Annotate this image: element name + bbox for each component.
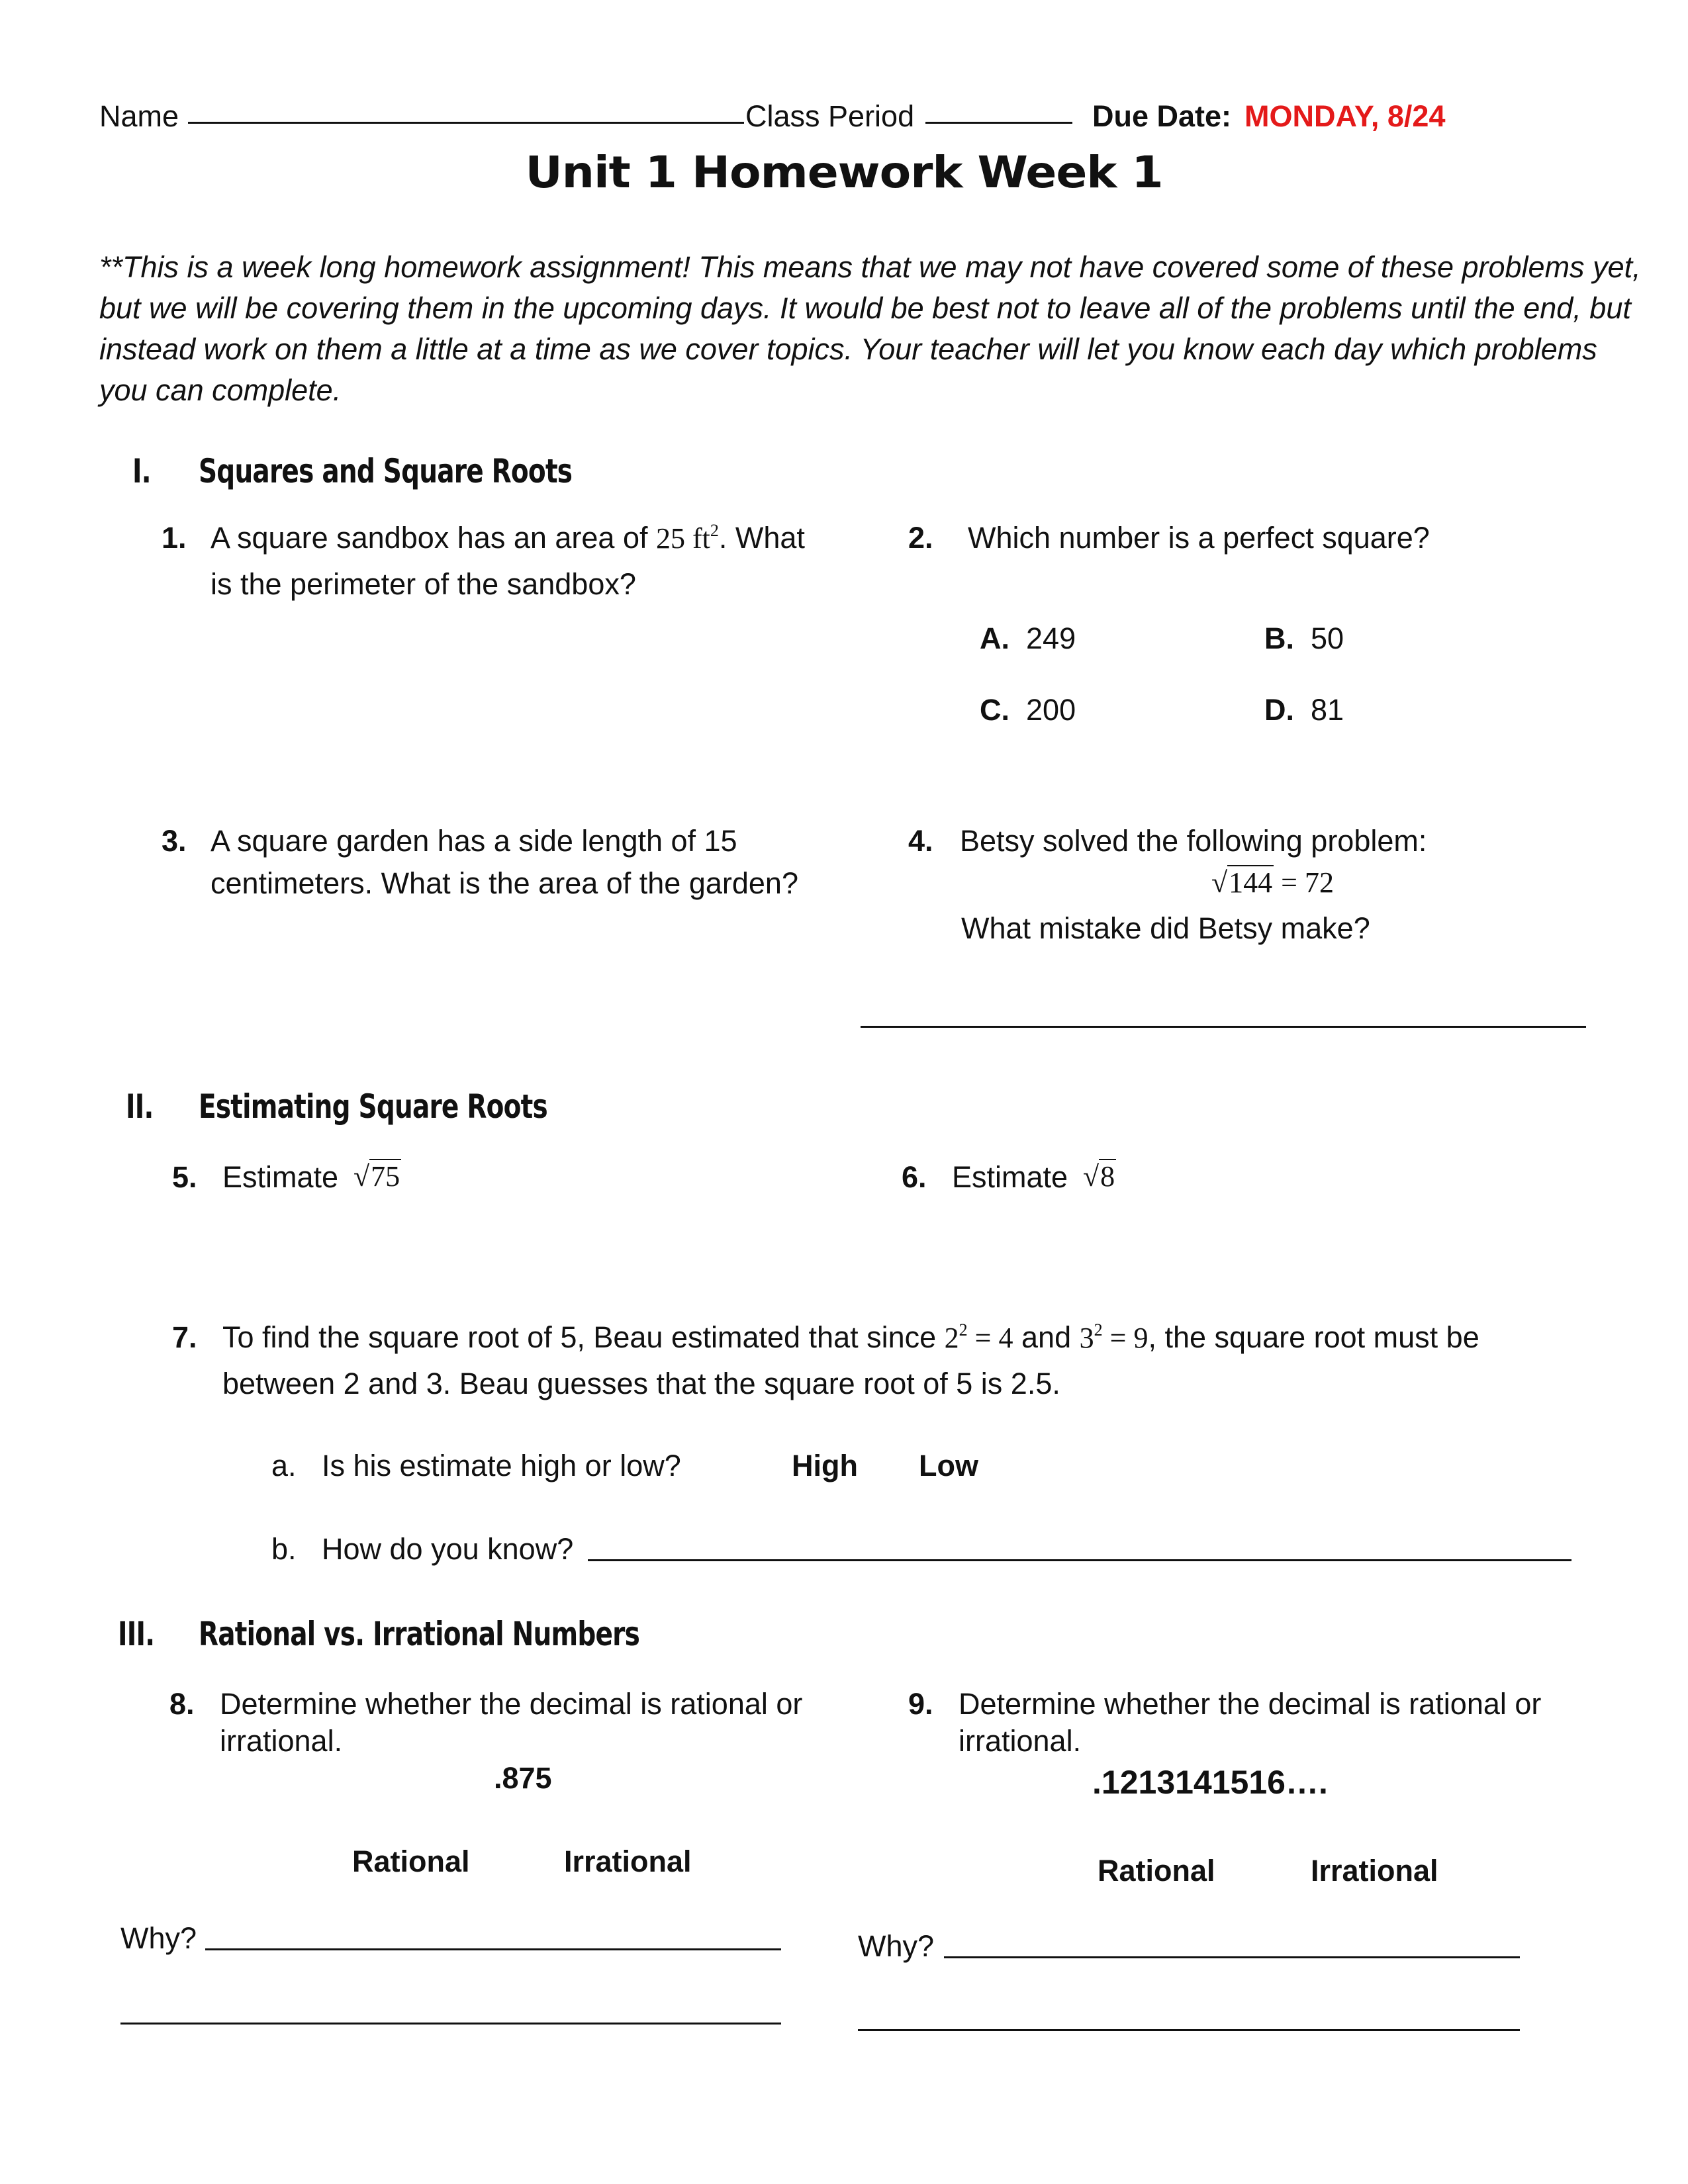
name-label: Name [99,99,179,133]
q2-choice-d[interactable]: D. 81 [1264,693,1344,727]
q3-question: A square garden has a side length of 15 [211,824,737,858]
q8-rational-option[interactable]: Rational [352,1844,470,1878]
intro-paragraph: **This is a week long homework assignment! This means that we may not have covered some of these problems yet, but we will be covering them in the upcoming days. It would be best not to leave all of the problems until the end, but instead work on them a little at a time as we cover topics. Your teacher will let you know each day which problems you can complete. [99,250,1641,407]
q8-irrational-option[interactable]: Irrational [564,1844,692,1878]
q7-question: To find the square root of 5, Beau estimated that since $2^2 = 4$ and $3^2 = 9$, the square root must be [222,1320,1479,1354]
q4-answer-line[interactable] [861,1026,1586,1028]
q6-number: 6. [902,1160,927,1194]
q9-why-line-1[interactable] [944,1956,1520,1958]
q7a-high-option[interactable]: High [792,1449,858,1482]
q5-text: Estimate [222,1160,339,1194]
section-numeral-1: I. [132,452,151,490]
q7b-question: How do you know? [322,1532,574,1566]
q9-why-label: Why? [858,1929,935,1963]
q1-number: 1. [162,521,187,555]
due-date-label: Due Date: [1092,99,1232,133]
q9-number: 9. [908,1687,933,1721]
q4-number: 4. [908,824,933,858]
section-numeral-3: III. [118,1615,155,1653]
q9-question: Determine whether the decimal is rational or [959,1687,1542,1721]
q7a-label: a. [271,1449,297,1482]
q2-choice-c[interactable]: C. 200 [980,693,1076,727]
section-title-1: Squares and Square Roots [199,452,573,490]
q2-choice-a[interactable]: A. 249 [980,621,1076,655]
q4-equation: √144 = 72 [1211,866,1334,899]
page-title: Unit 1 Homework Week 1 [525,147,1163,198]
q8-question: Determine whether the decimal is rational or [220,1687,803,1721]
section-title-2: Estimating Square Roots [199,1087,547,1126]
q1-question-line2: is the perimeter of the sandbox? [211,567,636,601]
q8-number: 8. [169,1687,195,1721]
q4-question: Betsy solved the following problem: [960,824,1427,858]
q8-question-line2: irrational. [220,1724,343,1758]
q9-irrational-option[interactable]: Irrational [1311,1854,1438,1888]
q8-why-line-1[interactable] [205,1948,781,1950]
q3-number: 3. [162,824,187,858]
q9-question-line2: irrational. [959,1724,1082,1758]
q6-radical: √8 [1083,1160,1115,1193]
section-title-3: Rational vs. Irrational Numbers [199,1615,640,1653]
q7b-label: b. [271,1532,297,1566]
q5-number: 5. [172,1160,197,1194]
q7-number: 7. [172,1320,197,1354]
q7a-question: Is his estimate high or low? [322,1449,681,1482]
q8-decimal: .875 [494,1761,552,1795]
q7a-low-option[interactable]: Low [919,1449,978,1482]
q4-question-line2: What mistake did Betsy make? [961,911,1370,945]
q3-question-line2: centimeters. What is the area of the garden? [211,866,798,900]
q1-question: A square sandbox has an area of 25 $ft^2$. What [211,521,805,555]
section-numeral-2: II. [126,1087,154,1126]
name-field[interactable] [188,122,744,124]
q7b-answer-line[interactable] [588,1559,1571,1561]
q8-why-line-2[interactable] [120,2023,781,2025]
q2-number: 2. [908,521,933,555]
q6-text: Estimate [952,1160,1068,1194]
q9-decimal: .1213141516…. [1092,1764,1328,1801]
class-period-label: Class Period [745,99,915,133]
q1-area: 25 ft [656,522,710,555]
class-period-field[interactable] [925,122,1072,124]
q9-rational-option[interactable]: Rational [1098,1854,1215,1888]
q2-choice-b[interactable]: B. 50 [1264,621,1344,655]
q5-radical: √75 [353,1160,400,1193]
q7-question-line2: between 2 and 3. Beau guesses that the square root of 5 is 2.5. [222,1367,1060,1400]
q8-why-label: Why? [120,1921,197,1955]
due-date-value: MONDAY, 8/24 [1244,99,1446,133]
q2-question: Which number is a perfect square? [968,521,1430,555]
q9-why-line-2[interactable] [858,2029,1520,2031]
